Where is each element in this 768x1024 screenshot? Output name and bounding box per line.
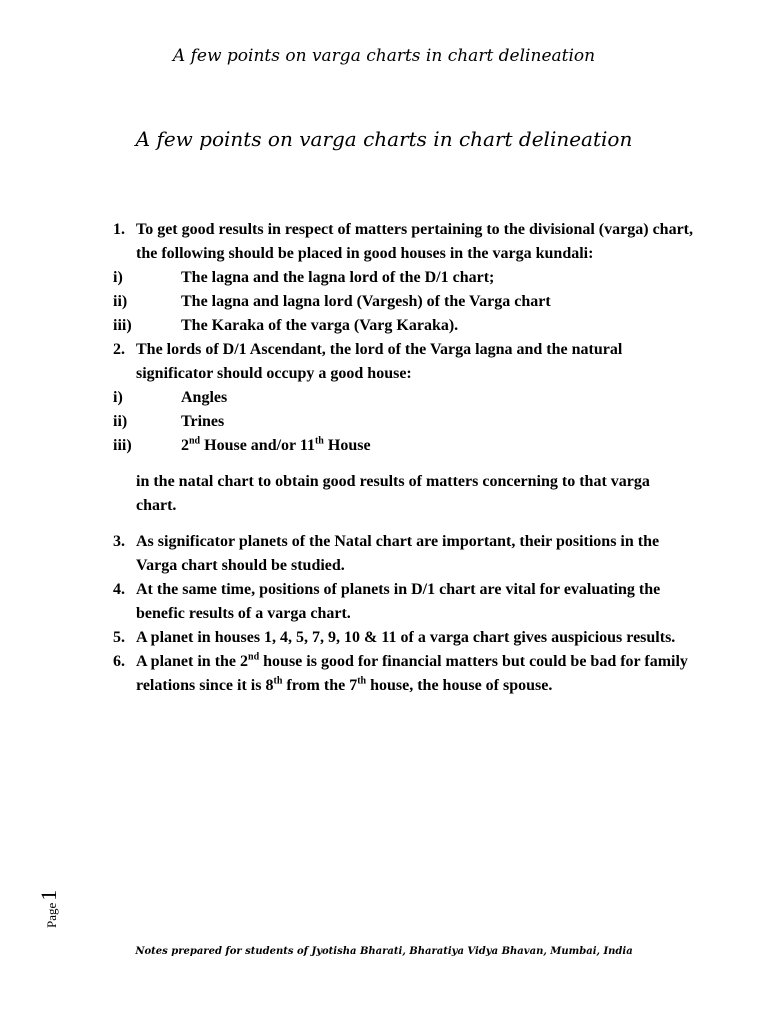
page-header-title: A few points on varga charts in chart delineation xyxy=(172,46,596,66)
point-text: As significator planets of the Natal chart are important, their positions in the Varga chart should be studied. xyxy=(136,533,660,574)
point-text: At the same time, positions of planets in D/1 chart are vital for evaluating the benefic results of a varga chart. xyxy=(136,581,661,622)
point-text xyxy=(136,650,693,698)
superscript: th xyxy=(314,435,324,447)
list-item-point-4 xyxy=(113,578,693,626)
sub-item xyxy=(113,266,693,290)
superscript: th xyxy=(357,675,367,687)
point-number: 1. xyxy=(113,221,125,238)
point-number: 3. xyxy=(113,533,125,550)
sub-item-marker: ii) xyxy=(113,413,128,430)
page-number-label xyxy=(36,890,62,928)
point-follow-text: in the natal chart to obtain good results of matters concerning to that varga chart. xyxy=(136,473,650,514)
point-number: 5. xyxy=(113,629,125,646)
point-body xyxy=(113,218,693,338)
sub-item-marker: i) xyxy=(113,389,123,406)
sub-item xyxy=(113,290,693,314)
sub-item xyxy=(113,410,693,434)
sub-item-marker: iii) xyxy=(113,437,132,454)
point-number: 4. xyxy=(113,581,125,598)
point-text: The lords of D/1 Ascendant, the lord of the Varga lagna and the natural significator should occupy a good house: xyxy=(136,341,623,382)
text-part: house is good for financial matters but could be bad for family relations since it is 8 xyxy=(136,653,688,694)
text-part: A planet in the 2 xyxy=(136,653,249,670)
sub-item-marker: iii) xyxy=(113,317,132,334)
list-item-point-6 xyxy=(113,650,693,698)
points-list xyxy=(113,218,693,698)
page-number: 1 xyxy=(36,889,61,901)
sub-item-marker: ii) xyxy=(113,293,128,310)
sub-item-marker: i) xyxy=(113,269,123,286)
point-text: To get good results in respect of matters pertaining to the divisional (varga) chart, the following should be placed in good houses in the varga kundali: xyxy=(136,221,693,262)
point-body xyxy=(113,338,693,530)
document-title: A few points on varga charts in chart delineation xyxy=(135,127,633,151)
superscript: nd xyxy=(189,435,201,447)
sub-item-text: Angles xyxy=(181,389,228,406)
sub-item xyxy=(113,314,693,338)
text-part: House xyxy=(323,437,371,454)
point-text: A planet in houses 1, 4, 5, 7, 9, 10 & 11 of a varga chart gives auspicious results. xyxy=(136,629,676,646)
text-part: 2 xyxy=(181,437,189,454)
superscript: th xyxy=(273,675,283,687)
point-number: 2. xyxy=(113,341,125,358)
list-item-point-2 xyxy=(113,338,693,530)
sub-item-text xyxy=(181,434,371,458)
text-part: house, the house of spouse. xyxy=(366,677,553,694)
page-word: Page xyxy=(44,902,59,928)
sub-item-text: The lagna and lagna lord (Vargesh) of the Varga chart xyxy=(181,293,551,310)
text-part: House and/or 11 xyxy=(200,437,315,454)
sub-item xyxy=(113,434,693,458)
sub-item-text: Trines xyxy=(181,413,225,430)
sub-item xyxy=(113,386,693,410)
superscript: nd xyxy=(248,651,260,663)
page-footer: Notes prepared for students of Jyotisha Bharati, Bharatiya Vidya Bhavan, Mumbai, India xyxy=(135,946,633,957)
list-item-point-1 xyxy=(113,218,693,338)
sub-item-text: The Karaka of the varga (Varg Karaka). xyxy=(181,317,459,334)
point-number: 6. xyxy=(113,653,125,670)
list-item-point-5 xyxy=(113,626,693,650)
list-item-point-3 xyxy=(113,530,693,578)
text-part: from the 7 xyxy=(282,677,358,694)
sub-item-text: The lagna and the lagna lord of the D/1 chart; xyxy=(181,269,495,286)
